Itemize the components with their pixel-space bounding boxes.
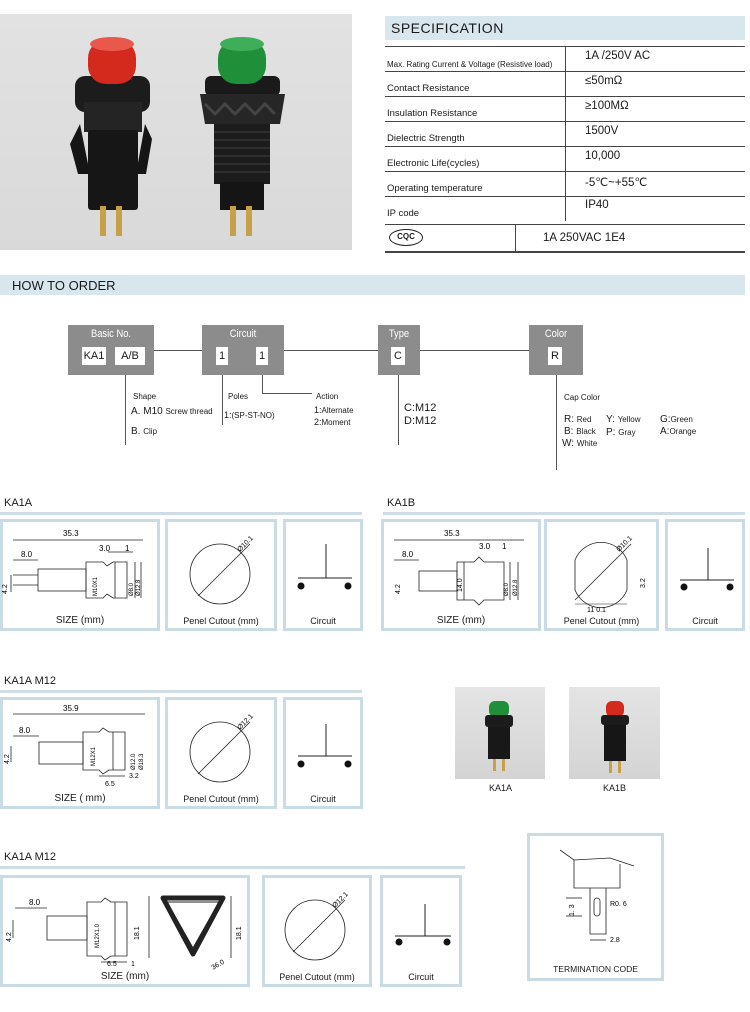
type-option: D:M12 [404,415,437,427]
dim-w: 11 0.1 [587,607,606,614]
cap-color-item: R: Red [564,414,592,425]
spec-label: Insulation Resistance [387,108,478,119]
spec-row [385,71,745,96]
ka1a-m12-tri-size-panel [0,875,250,987]
ka1a-cutout-drawing [168,522,274,628]
poles-option: 1:(SP-ST-NO) [224,410,275,420]
spec-value: ≥100MΩ [585,100,629,112]
size-caption: SIZE ( mm) [54,793,106,804]
ka1a-m12-tri-cutout-drawing [265,878,369,984]
ka1b-size-panel [381,519,541,631]
how-to-order-title: HOW TO ORDER [0,275,745,295]
ka1b-cutout-drawing [547,522,656,628]
spec-row [385,146,745,171]
dim-thread: M12X1.0 [95,923,101,948]
spec-row [385,196,745,221]
cap-color-item: Y: Yellow [606,414,641,425]
dim-left: 8.0 [402,550,414,559]
dim-cutout: Ø12.1 [236,712,255,732]
size-caption: SIZE (mm) [436,615,486,626]
dim-h2: 18.1 [236,926,243,940]
ka1a-m12-tri-circuit-drawing [383,878,459,984]
dim-d2: 1 [125,544,130,553]
circuit-caption: Circuit [408,972,434,982]
dim-b1: 6.5 [107,961,117,968]
dim-d1: 3.0 [99,544,111,553]
section-title-ka1a-m12-tri: KA1A M12 [0,847,465,869]
ka1a-m12-size-panel [0,697,160,809]
ka1a-size-panel [0,519,160,631]
order-cell: A/B [115,347,145,365]
spec-label: Contact Resistance [387,83,470,94]
cert-value: 1A 250VAC 1E4 [543,232,626,244]
poles-label: Poles [228,392,249,401]
dim-dia1: Ø8.0 [129,582,135,596]
dim-b2: 1 [131,961,135,968]
termination-caption: TERMINATION CODE [553,964,638,974]
cap-color-item: A:Orange [660,426,697,437]
spec-label: Dielectric Strength [387,133,465,144]
dim-cutout: Ø10.1 [236,534,255,554]
ka1a-circuit-drawing [286,522,360,628]
section-title-ka1a-m12: KA1A M12 [0,671,362,693]
dim-b2: 3.2 [129,773,139,780]
section-title-ka1a: KA1A [0,493,362,515]
specification-title: SPECIFICATION [385,16,745,40]
order-box-header: Circuit [229,328,257,340]
order-box-header: Color [544,328,568,340]
ka1a-m12-cutout-drawing [168,700,274,806]
dim-left: 8.0 [21,550,33,559]
ka1a-m12-circuit-panel [283,697,363,809]
spec-value: IP40 [585,199,609,211]
dim-d2: 1 [502,542,507,551]
spec-label: Max. Rating Current & Voltage (Resistive load) [387,60,553,69]
size-caption: SIZE (mm) [55,615,105,626]
spec-row [385,96,745,121]
action-option-2: 2:Moment [314,417,351,427]
order-box-circuit [202,325,284,375]
cap-color-label: Cap Color [564,393,601,402]
order-box-header: Basic No. [90,328,132,340]
spec-value: -5℃~+55℃ [585,177,648,189]
ka1b-circuit-panel [665,519,745,631]
dim-h1: 18.1 [134,926,141,940]
dim-thread: M10X1 [93,576,99,596]
cap-color-item: W: White [562,438,598,449]
shape-label: Shape [133,392,157,401]
dim-thread: M12X1 [91,746,97,766]
dim-left: 8.0 [29,898,41,907]
spec-value: 1500V [585,125,619,137]
spec-label: IP code [387,208,420,219]
size-caption: SIZE (mm) [100,971,150,982]
ka1a-m12-tri-cutout-panel [262,875,372,987]
dim-side: 4.2 [395,584,402,594]
dim-overall: 35.3 [63,529,79,538]
cutout-caption: Penel Cutout (mm) [563,616,640,626]
section-title-ka1b: KA1B [383,493,745,515]
order-cell: KA1 [82,347,106,365]
dim-b1: 6.5 [105,781,115,788]
dim-dia2: Ø12.8 [513,579,519,596]
order-box-type [378,325,420,375]
dim-h: 14.0 [457,578,464,592]
cap-color-item: B: Black [564,426,596,437]
order-cell: R [548,347,562,365]
order-box-header: Type [388,328,410,340]
ka1b-circuit-drawing [668,522,742,628]
ka1a-m12-cutout-panel [165,697,277,809]
spec-value: ≤50mΩ [585,75,623,87]
spec-row-cert [385,224,745,251]
ka1b-size-drawing [384,522,538,628]
spec-label: Operating temperature [387,183,483,194]
termination-panel [527,833,664,981]
ka1a-cutout-panel [165,519,277,631]
dim-dia1: Ø8.0 [504,582,510,596]
dim-side: 4.2 [2,584,9,594]
spec-row [385,171,745,196]
type-option: C:M12 [404,402,437,414]
cutout-caption: Penel Cutout (mm) [279,972,355,982]
product-photo-graphic [0,14,352,250]
ka1a-m12-size-drawing [3,700,157,806]
action-label: Action [316,392,339,401]
dim-cutout: Ø12.1 [331,890,350,910]
ka1b-thumbnail-graphic [569,687,660,779]
product-photo [0,14,352,250]
spec-row [385,46,745,71]
ka1a-m12-circuit-drawing [286,700,360,806]
cqc-logo-text: CQC [397,232,415,241]
order-box-basic [68,325,154,375]
dim-dia2: Ø18.3 [139,753,145,770]
order-cell: 1 [216,347,228,365]
dim-flat: 3.2 [640,578,647,588]
dim-dia2: Ø12.8 [136,579,142,596]
dim-overall: 35.9 [63,704,79,713]
cqc-logo [389,229,423,246]
spec-bottom-rule [385,251,745,253]
order-cell: 1 [256,347,268,365]
cap-color-item: G:Green [660,414,693,425]
ka1b-thumbnail [569,687,660,779]
circuit-caption: Circuit [310,616,336,626]
dim-r: R0. 6 [610,901,627,908]
cap-color-item: P: Gray [606,427,636,438]
ka1a-m12-tri-circuit-panel [380,875,462,987]
order-box-color [529,325,583,375]
ka1a-m12-tri-size-drawing [3,878,247,984]
dim-dia1: Ø12.0 [131,753,137,770]
action-option-1: 1:Alternate [314,405,354,415]
ka1a-thumbnail [455,687,545,779]
red-switch-image [70,37,152,236]
shape-option-a: A. M10 Screw thread [131,406,213,417]
shape-option-b: B. Clip [131,426,158,437]
order-cell: C [391,347,405,365]
dim-side: 4.2 [6,932,13,942]
ka1b-cutout-panel [544,519,659,631]
spec-label: Electronic Life(cycles) [387,158,480,169]
ka1a-circuit-panel [283,519,363,631]
spec-value: 1A /250V AC [585,50,651,62]
spec-row [385,121,745,146]
cutout-caption: Penel Cutout (mm) [183,616,259,626]
dim-left: 8.0 [19,726,31,735]
dim-overall: 35.3 [444,529,460,538]
dim-cutout: Ø10.1 [615,534,634,554]
ka1b-thumbnail-label: KA1B [603,783,627,793]
ka1a-size-drawing [3,522,157,628]
dim-h: 1. 3 [569,904,576,916]
ka1a-thumbnail-graphic [455,687,545,779]
spec-value: 10,000 [585,150,621,162]
dim-w: 2.8 [610,937,620,944]
dim-diag: 36.0 [210,958,226,972]
circuit-caption: Circuit [692,616,718,626]
ka1a-thumbnail-label: KA1A [489,783,513,793]
dim-d1: 3.0 [479,542,491,551]
termination-drawing [530,836,661,978]
circuit-caption: Circuit [310,794,336,804]
cutout-caption: Penel Cutout (mm) [183,794,259,804]
dim-side: 4.2 [4,754,11,764]
green-switch-image [200,37,285,236]
